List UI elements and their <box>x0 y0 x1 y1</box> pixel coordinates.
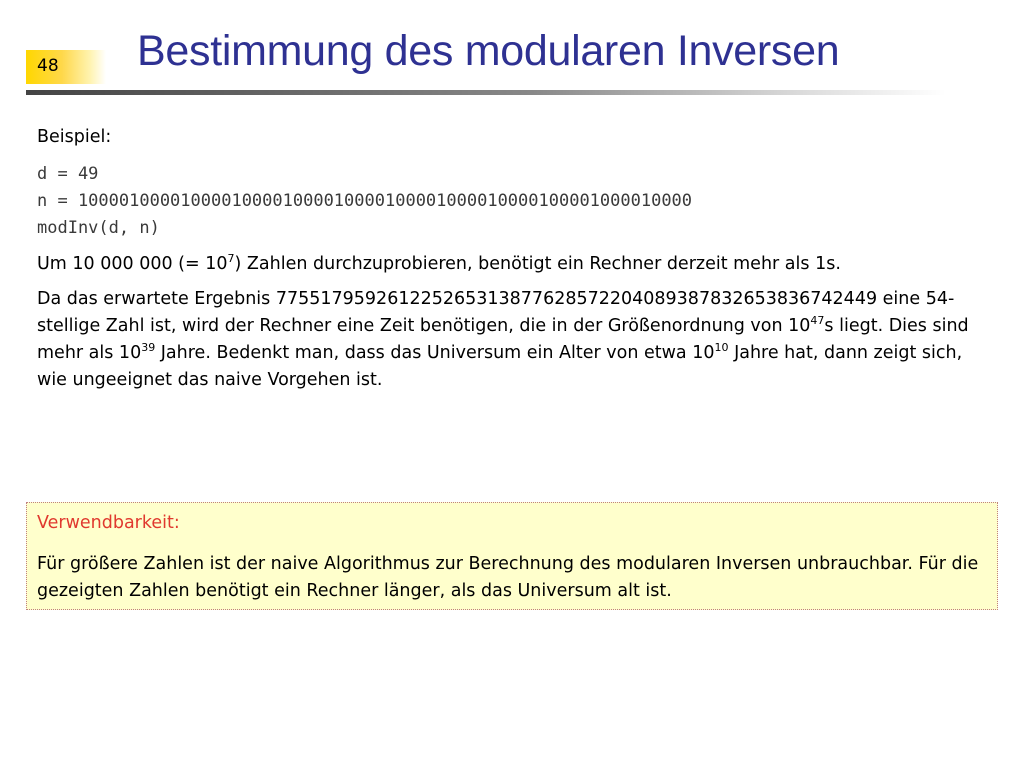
estimate-exponent-2: 39 <box>141 341 156 354</box>
title-divider <box>26 90 946 95</box>
page-number-badge <box>26 50 106 84</box>
code-block <box>37 161 997 242</box>
callout-body: Für größere Zahlen ist der naive Algorithmus zur Berechnung des modularen Inversen unbrauchbar. Für die gezeigten Zahlen benötigt ein Rechner länger, als das Universum alt ist. <box>37 554 979 601</box>
timing-exponent: 7 <box>227 252 235 265</box>
estimate-text-2: s liegt. Dies sind mehr als 10 <box>37 316 969 363</box>
estimate-exponent-1: 47 <box>810 314 825 327</box>
estimate-text-1: Da das erwartete Ergebnis 775517959261225265313877628572204089387832653836742449 eine 54-stellige Zahl ist, wird der Rechner eine Zeit benötigen, die in der Größenordnung von 10 <box>37 289 955 336</box>
code-line-modinv: modInv(d, n) <box>37 218 160 238</box>
code-line-n: n = 100001000010000100001000010000100001000010000100001000010000 <box>37 191 693 211</box>
page-number: 48 <box>37 56 59 76</box>
timing-text-after: ) Zahlen durchzuprobieren, benötigt ein Rechner derzeit mehr als 1s. <box>234 254 841 274</box>
estimate-text-3: Jahre. Bedenkt man, dass das Universum ein Alter von etwa 10 <box>155 343 715 363</box>
estimate-exponent-3: 10 <box>714 341 729 354</box>
estimate-paragraph <box>37 286 997 394</box>
estimate-text-4: Jahre hat, dann zeigt sich, wie ungeeignet das naive Vorgehen ist. <box>37 343 963 390</box>
timing-paragraph <box>37 251 997 278</box>
callout-box <box>26 502 998 610</box>
timing-text-before: Um 10 000 000 (= 10 <box>37 254 228 274</box>
code-line-d: d = 49 <box>37 164 99 184</box>
example-label: Beispiel: <box>37 127 112 147</box>
slide-content <box>37 124 997 394</box>
slide-title: Bestimmung des modularen Inversen <box>137 27 840 75</box>
callout-heading: Verwendbarkeit: <box>37 513 180 533</box>
